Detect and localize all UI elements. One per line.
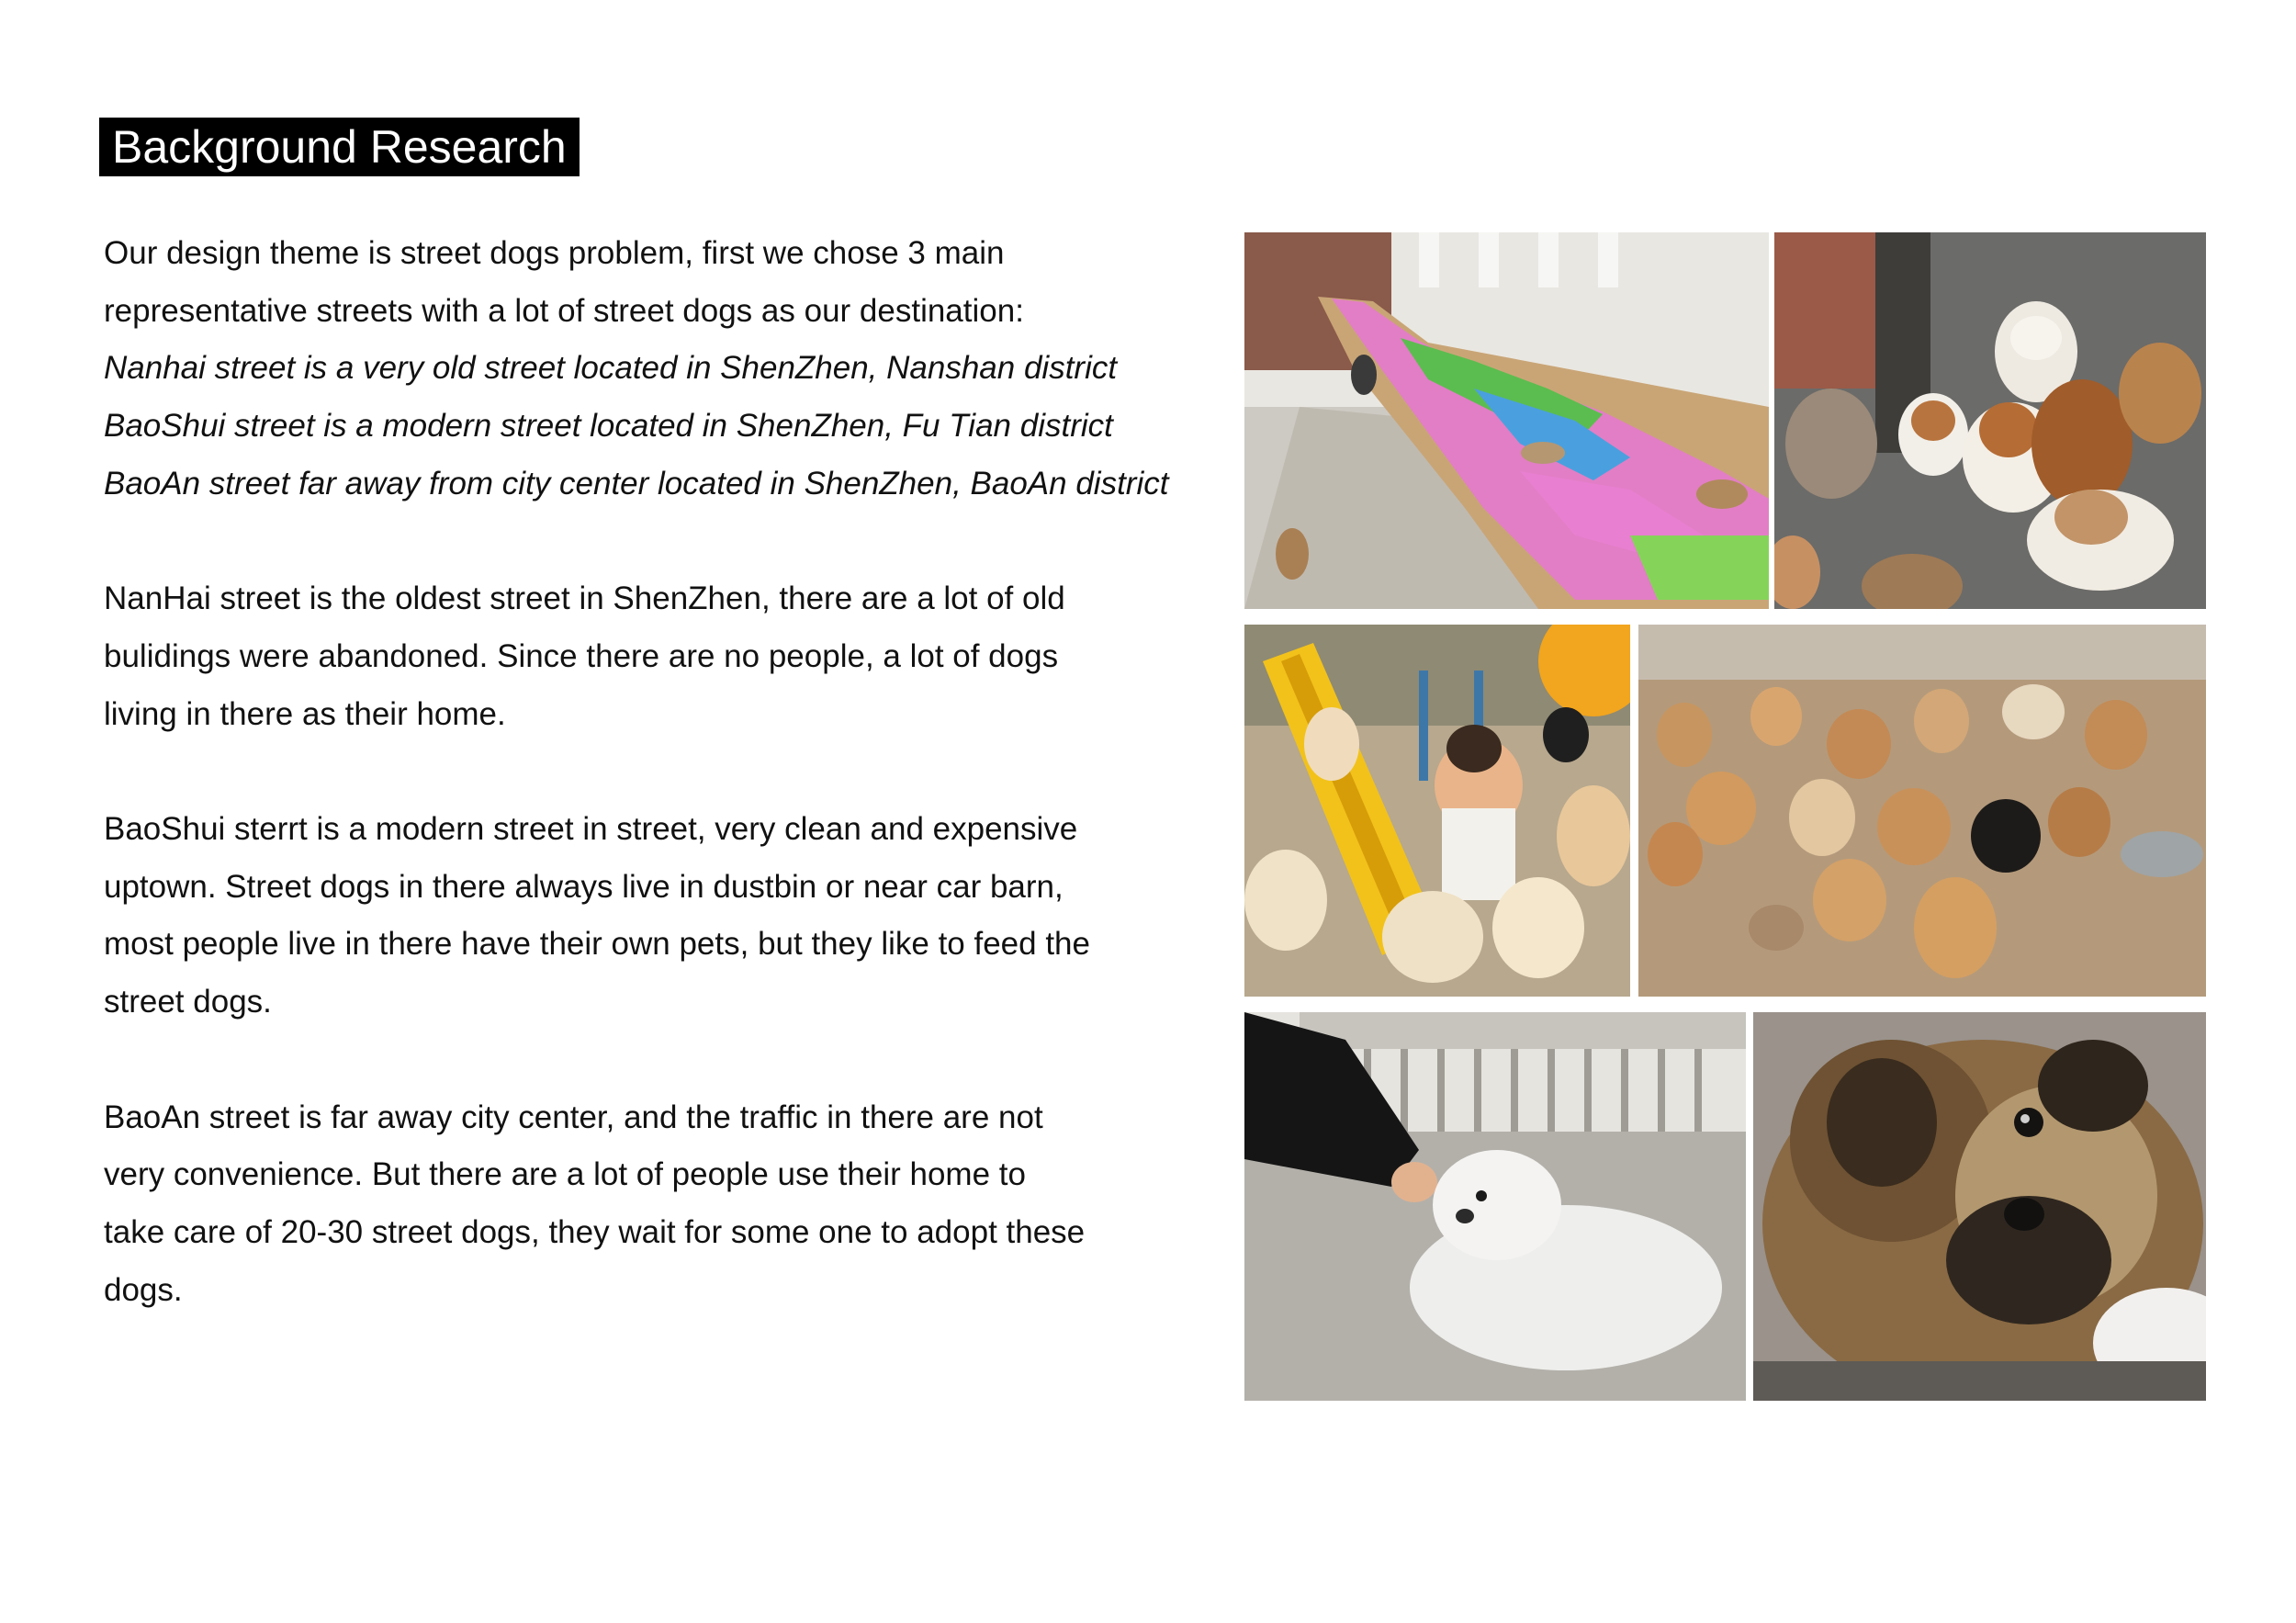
baoan-paragraph-line: BaoAn street is far away city center, and the traffic in there are not bbox=[104, 1099, 1043, 1135]
baoshui-paragraph-line: street dogs. bbox=[104, 984, 272, 1020]
baoan-paragraph-line: very convenience. But there are a lot of people use their home to bbox=[104, 1156, 1026, 1193]
photo-shelter-beds bbox=[1244, 232, 1769, 609]
street-nanhai: Nanhai street is a very old street located in ShenZhen, Nanshan district bbox=[104, 350, 1118, 387]
baoan-paragraph-line: take care of 20-30 street dogs, they wait for some one to adopt these bbox=[104, 1213, 1086, 1250]
baoshui-paragraph-line: BaoShui sterrt is a modern street in street, very clean and expensive bbox=[104, 811, 1078, 847]
photo-dog-pack bbox=[1638, 625, 2206, 997]
nanhai-paragraph-line: NanHai street is the oldest street in ShenZhen, there are a lot of old bbox=[104, 580, 1065, 617]
page-title: Background Research bbox=[99, 118, 580, 176]
nanhai-paragraph-line: bulidings were abandoned. Since there are no people, a lot of dogs bbox=[104, 637, 1059, 674]
photo-small-dogs bbox=[1774, 232, 2206, 609]
street-baoan: BaoAn street far away from city center located in ShenZhen, BaoAn district bbox=[104, 465, 1169, 502]
body-text bbox=[104, 225, 1233, 1319]
photo-feeding-dog bbox=[1244, 1012, 1746, 1401]
baoshui-paragraph-line: uptown. Street dogs in there always live in dustbin or near car barn, bbox=[104, 868, 1064, 905]
baoan-paragraph-line: dogs. bbox=[104, 1271, 183, 1308]
street-baoshui: BaoShui street is a modern street located in ShenZhen, Fu Tian district bbox=[104, 408, 1113, 445]
photo-puppy-closeup bbox=[1753, 1012, 2206, 1401]
intro-line: Our design theme is street dogs problem, first we chose 3 main bbox=[104, 235, 1005, 271]
photo-slide-puppies bbox=[1244, 625, 1630, 997]
baoshui-paragraph-line: most people live in there have their own pets, but they like to feed the bbox=[104, 926, 1090, 963]
nanhai-paragraph-line: living in there as their home. bbox=[104, 695, 506, 732]
intro-line: representative streets with a lot of street dogs as our destination: bbox=[104, 292, 1024, 329]
